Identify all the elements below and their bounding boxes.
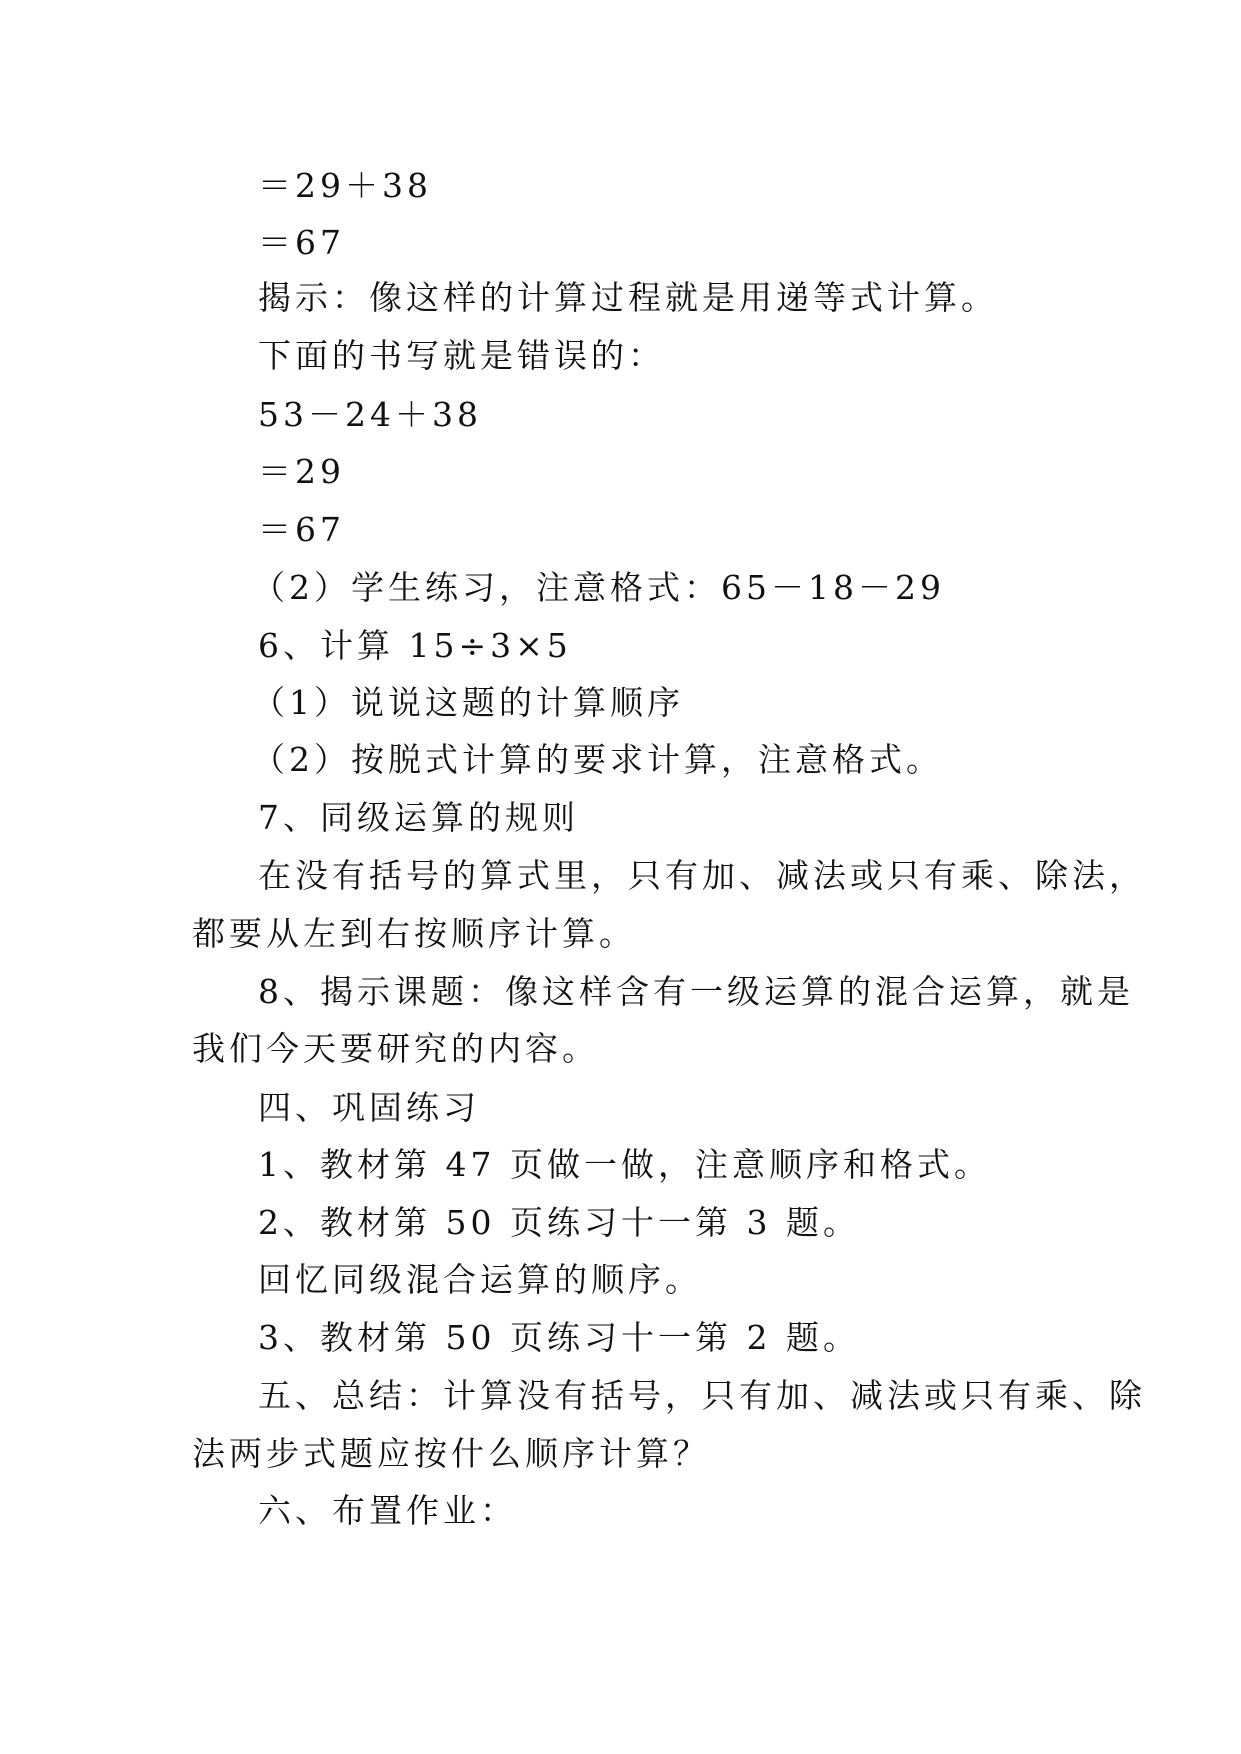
equation-line: ＝67: [258, 510, 345, 549]
paragraph-line: 法两步式题应按什么顺序计算？: [192, 1434, 710, 1473]
numbered-item: 6、计算 15÷3×5: [258, 626, 572, 665]
numbered-item: 1、教材第 47 页做一做，注意顺序和格式。: [258, 1145, 991, 1184]
section-heading: 五、总结：计算没有括号，只有加、减法或只有乘、除: [258, 1376, 1146, 1415]
paragraph-line: 都要从左到右按顺序计算。: [192, 914, 636, 953]
sub-item: （1）说说这题的计算顺序: [252, 683, 684, 722]
section-heading: 六、布置作业：: [258, 1491, 517, 1530]
sub-item: （2）按脱式计算的要求计算，注意格式。: [252, 740, 943, 779]
paragraph-line: （2）学生练习，注意格式：65－18－29: [252, 568, 945, 607]
numbered-item: 7、同级运算的规则: [258, 798, 579, 837]
paragraph-line: 我们今天要研究的内容。: [192, 1029, 599, 1068]
equation-line: ＝29: [258, 452, 345, 491]
numbered-item: 3、教材第 50 页练习十一第 2 题。: [258, 1318, 860, 1357]
equation-line: ＝29＋38: [258, 166, 432, 205]
numbered-item: 8、揭示课题：像这样含有一级运算的混合运算，就是: [258, 972, 1134, 1011]
paragraph-line: 回忆同级混合运算的顺序。: [258, 1260, 702, 1299]
section-heading: 四、巩固练习: [258, 1088, 480, 1127]
paragraph-line: 揭示：像这样的计算过程就是用递等式计算。: [258, 278, 998, 317]
equation-line: 53－24＋38: [258, 395, 482, 434]
numbered-item: 2、教材第 50 页练习十一第 3 题。: [258, 1203, 860, 1242]
equation-line: ＝67: [258, 223, 345, 262]
paragraph-line: 在没有括号的算式里，只有加、减法或只有乘、除法，: [258, 856, 1146, 895]
paragraph-line: 下面的书写就是错误的：: [258, 336, 665, 375]
